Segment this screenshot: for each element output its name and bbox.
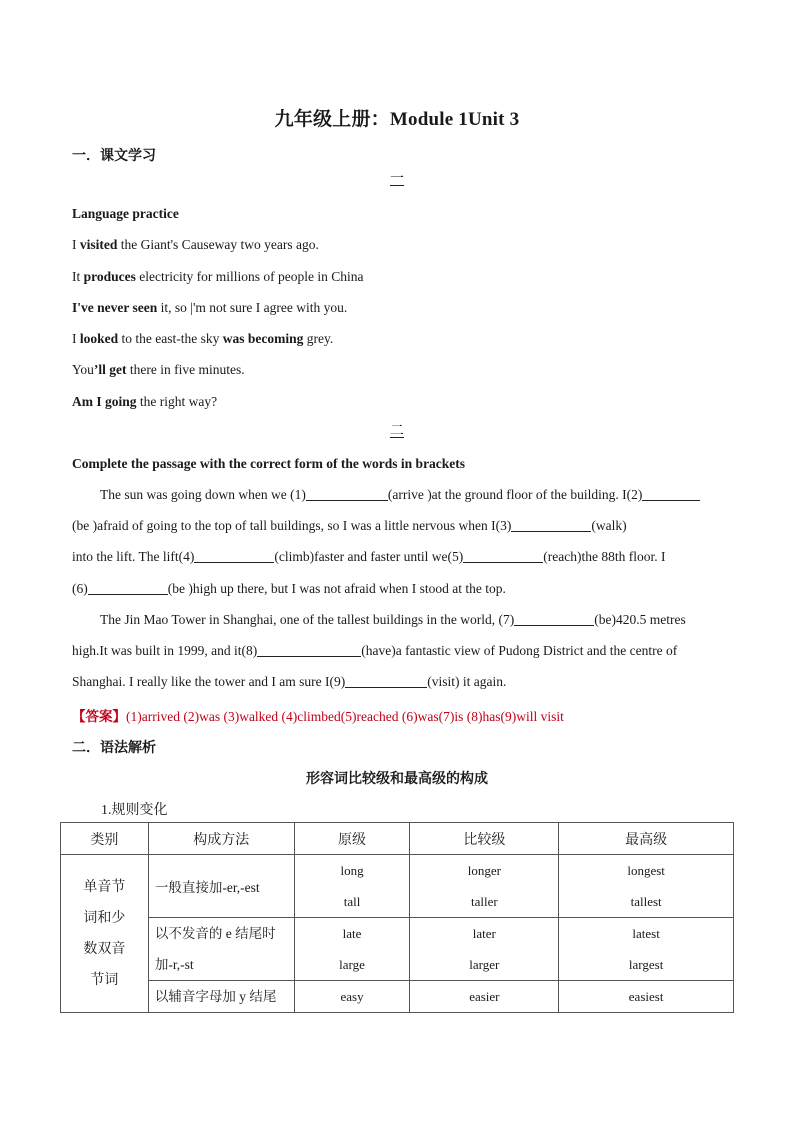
comparative-cell: longer taller	[410, 855, 559, 918]
header-method: 构成方法	[148, 823, 294, 855]
passage-line-3: into the lift. The lift(4) (climb)faster and faster until we(5) (reach)the 88th floor. I	[72, 549, 666, 564]
language-practice-heading: Language practice	[72, 206, 179, 221]
part-marker-1: 一	[390, 172, 404, 187]
method-cell: 以不发音的 e 结尾时 加-r,-st	[148, 918, 294, 981]
base-cell: easy	[294, 981, 410, 1013]
blank-3[interactable]	[511, 518, 591, 532]
table-row	[61, 918, 734, 981]
example-sentence-6: Am I going the right way?	[72, 394, 218, 409]
table-header-row	[61, 823, 734, 855]
task-heading: Complete the passage with the correct form of the words in brackets	[72, 456, 466, 471]
category-cell: 单音节 词和少 数双音 节词	[61, 855, 149, 1013]
superlative-cell: latest largest	[559, 918, 734, 981]
header-superlative: 最高级	[559, 823, 734, 855]
passage-line-5: The Jin Mao Tower in Shanghai, one of the tallest buildings in the world, (7) (be)420.5 metres	[100, 612, 686, 627]
section-heading-1: 一．课文学习	[72, 149, 156, 164]
section-heading-2: 二．语法解析	[72, 741, 156, 756]
table-row	[61, 855, 734, 918]
method-cell: 一般直接加-er,-est	[148, 855, 294, 918]
example-sentence-4: I looked to the east-the sky was becoming grey.	[72, 331, 334, 346]
page-title: 九年级上册：Module 1Unit 3	[274, 109, 520, 130]
blank-2[interactable]	[642, 487, 700, 501]
example-sentence-5: You’ll get there in five minutes.	[72, 362, 245, 377]
passage-line-2: (be )afraid of going to the top of tall buildings, so I was a little nervous when I(3) (walk)	[72, 518, 627, 533]
table-row	[61, 981, 734, 1013]
passage-line-7: Shanghai. I really like the tower and I am sure I(9) (visit) it again.	[72, 674, 507, 689]
blank-7[interactable]	[514, 612, 594, 626]
comparative-cell: easier	[410, 981, 559, 1013]
base-cell: late large	[294, 918, 410, 981]
blank-8[interactable]	[257, 643, 361, 657]
part-marker-2: 二	[390, 424, 404, 439]
passage-line-4: (6) (be )high up there, but I was not afraid when I stood at the top.	[72, 581, 506, 596]
answer-key: 【答案】(1)arrived (2)was (3)walked (4)climbed(5)reached (6)was(7)is (8)has(9)will visit	[72, 709, 564, 724]
comparison-table	[60, 822, 734, 1013]
header-category: 类别	[61, 823, 149, 855]
method-cell: 以辅音字母加 y 结尾	[148, 981, 294, 1013]
blank-9[interactable]	[345, 674, 427, 688]
base-cell: long tall	[294, 855, 410, 918]
header-base: 原级	[294, 823, 410, 855]
blank-5[interactable]	[463, 549, 543, 563]
passage-line-1: The sun was going down when we (1) (arrive )at the ground floor of the building. I(2)	[72, 487, 723, 503]
example-sentence-3: I've never seen it, so |'m not sure I agree with you.	[72, 300, 348, 315]
header-comparative: 比较级	[410, 823, 559, 855]
superlative-cell: easiest	[559, 981, 734, 1013]
blank-1[interactable]	[306, 487, 388, 501]
passage-line-6: high.It was built in 1999, and it(8) (have)a fantastic view of Pudong District and the centre of	[72, 643, 678, 658]
example-sentence-1: I visited the Giant's Causeway two years ago.	[72, 237, 319, 252]
superlative-cell: longest tallest	[559, 855, 734, 918]
rule-label: 1.规则变化	[101, 803, 168, 818]
grammar-title: 形容词比较级和最高级的构成	[306, 772, 488, 787]
comparative-cell: later larger	[410, 918, 559, 981]
example-sentence-2: It produces electricity for millions of people in China	[72, 269, 364, 284]
blank-4[interactable]	[194, 549, 274, 563]
blank-6[interactable]	[88, 581, 168, 595]
